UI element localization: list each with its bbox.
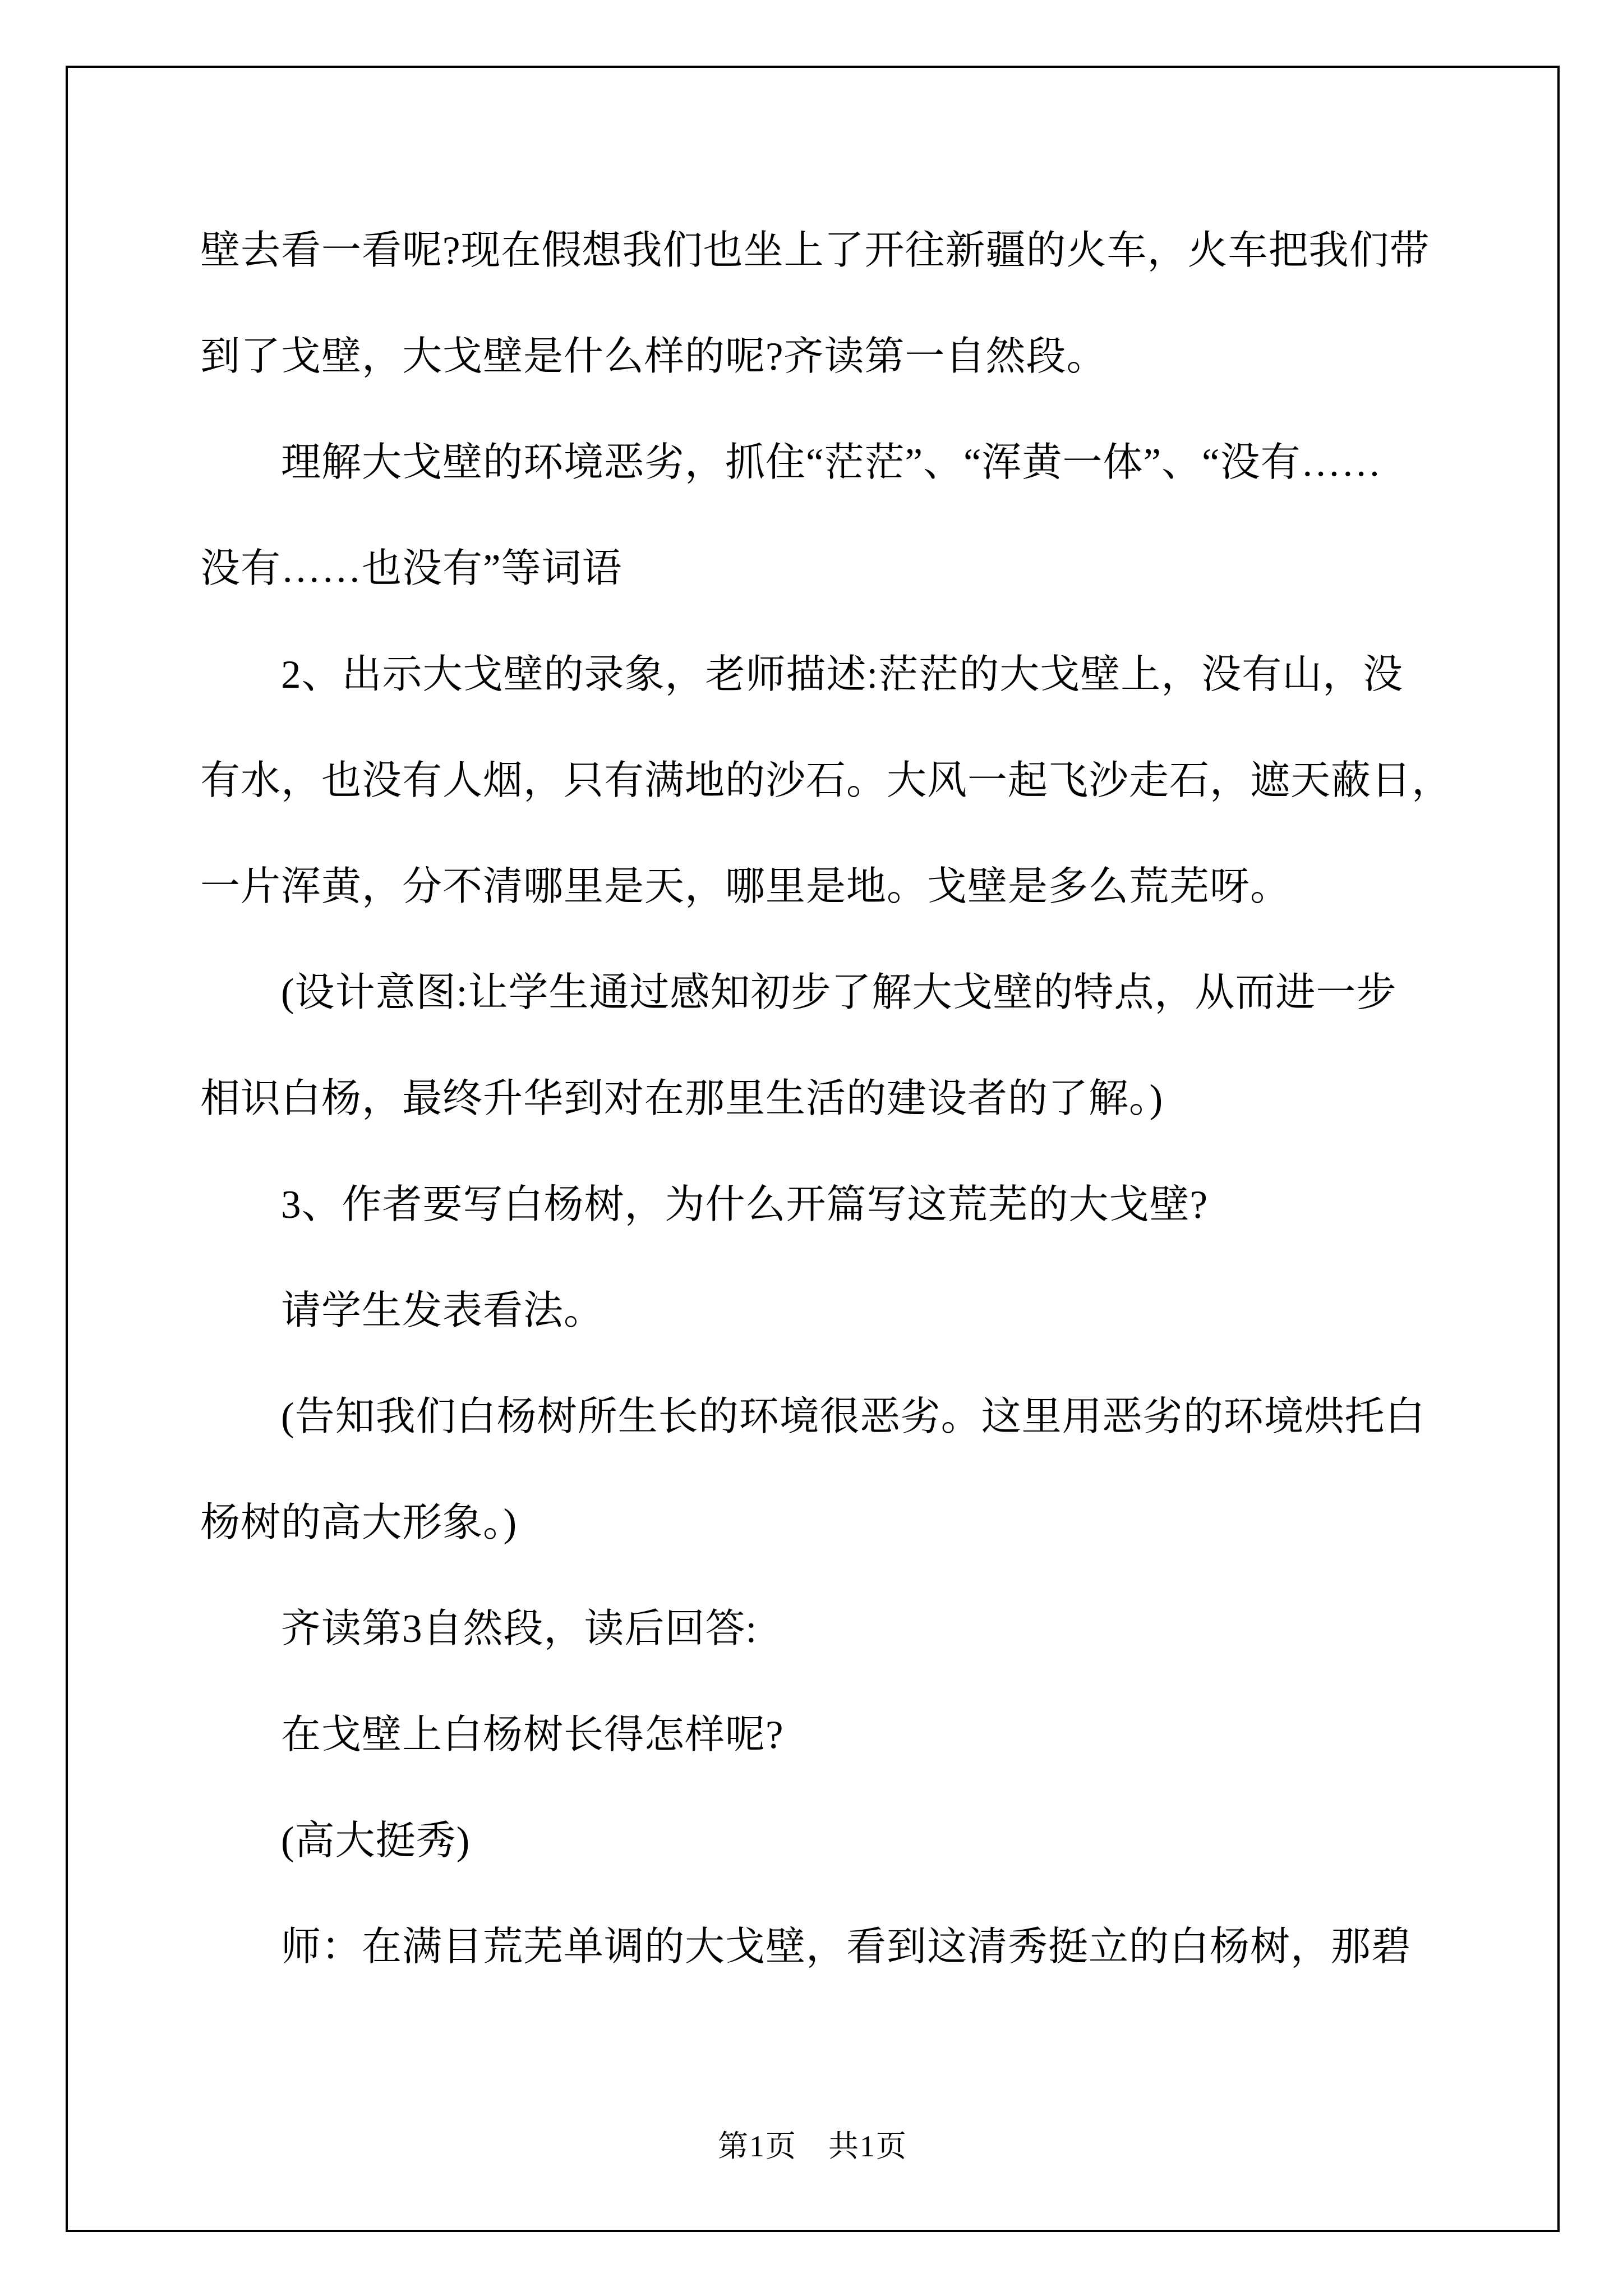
text-line: 杨树的高大形象。) bbox=[200, 1501, 518, 1545]
text-line: (高大挺秀) bbox=[281, 1819, 471, 1863]
text-line: 没有……也没有”等词语 bbox=[200, 547, 623, 591]
text-line: 有水，也没有人烟，只有满地的沙石。大风一起飞沙走石，遮天蔽日， bbox=[200, 759, 1453, 803]
document-body bbox=[200, 198, 1468, 2000]
text-line: (告知我们白杨树所生长的环境很恶劣。这里用恶劣的环境烘托白 bbox=[281, 1395, 1426, 1439]
text-line: 理解大戈壁的环境恶劣，抓住“茫茫”、“浑黄一体”、“没有…… bbox=[281, 441, 1382, 485]
text-line: 请学生发表看法。 bbox=[281, 1289, 605, 1333]
text-line: 3、作者要写白杨树，为什么开篇写这荒芜的大戈壁? bbox=[281, 1183, 1209, 1227]
text-line: 2、出示大戈壁的录象，老师描述:茫茫的大戈壁上，没有山，没 bbox=[281, 653, 1404, 697]
page-footer: 第1页 共1页 bbox=[718, 2129, 907, 2163]
text-line: 壁去看一看呢?现在假想我们也坐上了开往新疆的火车，火车把我们带 bbox=[200, 229, 1430, 273]
text-line: 相识白杨，最终升华到对在那里生活的建设者的了解。) bbox=[200, 1077, 1164, 1121]
text-line: 师：在满目荒芜单调的大戈壁，看到这清秀挺立的白杨树，那碧 bbox=[281, 1925, 1412, 1969]
text-line: 一片浑黄，分不清哪里是天，哪里是地。戈壁是多么荒芜呀。 bbox=[200, 865, 1291, 909]
text-line: 在戈壁上白杨树长得怎样呢? bbox=[281, 1713, 784, 1757]
text-line: (设计意图:让学生通过感知初步了解大戈壁的特点，从而进一步 bbox=[281, 971, 1397, 1015]
text-line: 到了戈壁，大戈壁是什么样的呢?齐读第一自然段。 bbox=[200, 335, 1107, 379]
text-line: 齐读第3自然段，读后回答: bbox=[281, 1607, 758, 1651]
